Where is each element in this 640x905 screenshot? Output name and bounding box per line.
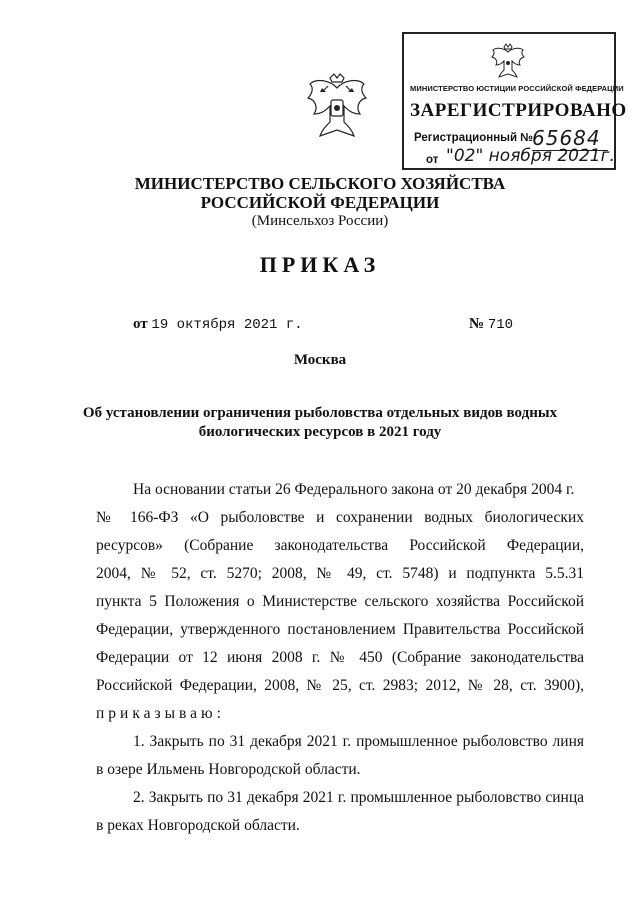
- stamp-registered-label: ЗАРЕГИСТРИРОВАНО: [410, 100, 627, 121]
- ministry-short-name: (Минсельхоз России): [251, 213, 389, 229]
- order-date-line: [133, 316, 303, 333]
- body-line: 2004, № 52, ст. 5270; 2008, № 49, ст. 5748) и подпункта 5.5.31: [96, 565, 584, 582]
- stamp-reg-number: 65684: [532, 126, 608, 151]
- order-number-label: №: [469, 316, 485, 332]
- order-item-1-continued: в озере Ильмень Новгородской области.: [96, 761, 361, 778]
- body-line: Федерации от 12 июня 2008 г. № 450 (Собрание законодательства: [96, 649, 584, 666]
- registration-stamp: [402, 32, 627, 170]
- order-item-2-continued: в реках Новгородской области.: [96, 817, 300, 834]
- body-line: Федерации, утвержденного постановлением Правительства Российской: [96, 621, 584, 638]
- stamp-ministry-name: МИНИСТЕРСТВО ЮСТИЦИИ РОССИЙСКОЙ ФЕДЕРАЦИИ: [410, 84, 624, 93]
- coat-of-arms-icon: [304, 70, 370, 142]
- order-heading-line2: биологических ресурсов в 2021 году: [198, 424, 442, 440]
- body-line: ресурсов» (Собрание законодательства Российской Федерации,: [96, 537, 584, 554]
- ministry-name-line1: МИНИСТЕРСТВО СЕЛЬСКОГО ХОЗЯЙСТВА: [134, 174, 506, 193]
- stamp-coat-of-arms-icon: [490, 42, 526, 80]
- orders-word: приказываю:: [96, 705, 225, 722]
- order-heading-line1: Об установлении ограничения рыболовства отдельных видов водных: [82, 405, 558, 421]
- body-line: На основании статьи 26 Федерального закона от 20 декабря 2004 г.: [133, 481, 575, 498]
- order-date: 19 октября 2021 г.: [151, 317, 303, 333]
- order-item-1: 1. Закрыть по 31 декабря 2021 г. промышленное рыболовство линя: [133, 733, 584, 750]
- order-title: ПРИКАЗ: [259, 252, 381, 277]
- ministry-name-line2: РОССИЙСКОЙ ФЕДЕРАЦИИ: [200, 193, 440, 212]
- stamp-handwritten-date: "02" ноября 2021г.: [446, 146, 615, 166]
- order-date-from-label: от: [133, 316, 148, 332]
- order-number-line: [469, 316, 513, 333]
- order-item-2: 2. Закрыть по 31 декабря 2021 г. промышленное рыболовство синца: [133, 789, 584, 806]
- order-number: 710: [487, 317, 514, 333]
- body-line: Российской Федерации, 2008, № 25, ст. 2983; 2012, № 28, ст. 3900),: [96, 677, 584, 694]
- body-line: пункта 5 Положения о Министерстве сельского хозяйства Российской: [96, 593, 584, 610]
- stamp-reg-number-label: Регистрационный №: [414, 132, 534, 144]
- order-city: Москва: [293, 352, 347, 368]
- body-line: № 166-ФЗ «О рыболовстве и сохранении водных биологических: [96, 509, 584, 526]
- stamp-from-label: от: [426, 154, 439, 166]
